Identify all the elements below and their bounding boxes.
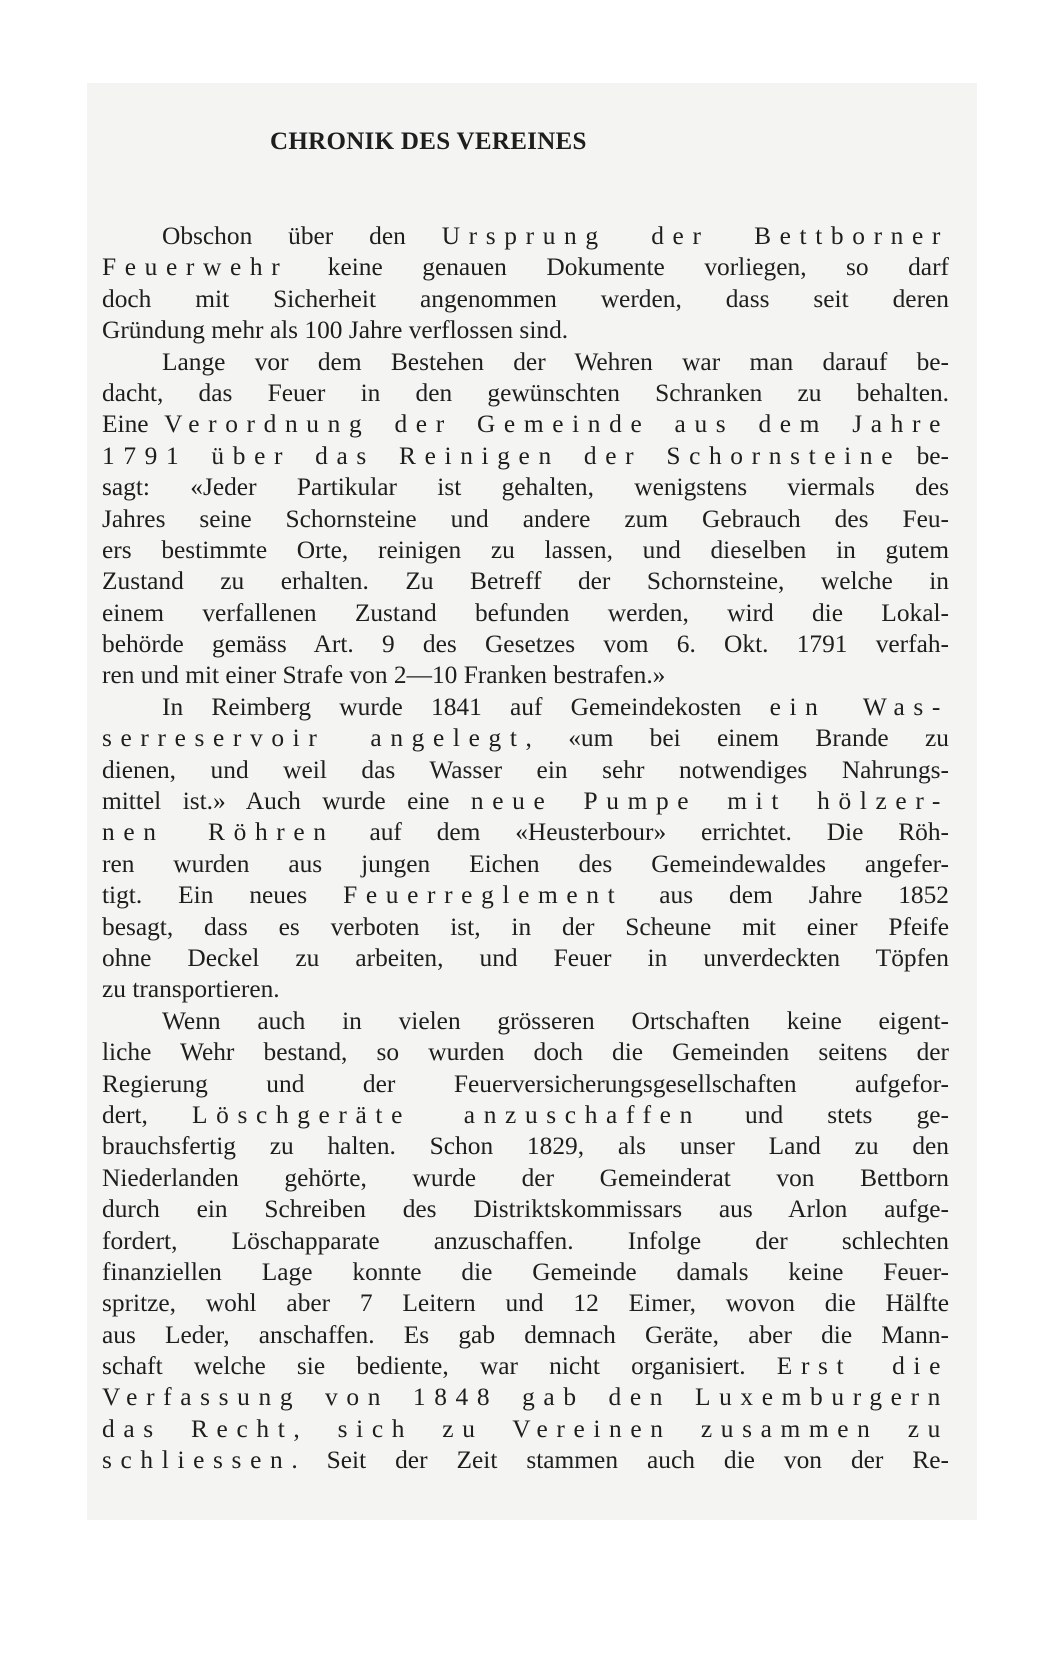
text-line: [102, 1069, 949, 1100]
text-line: [102, 409, 949, 440]
text-run: Jahres seine Schornsteine und andere zum Gebrauch des Feu-: [102, 504, 949, 533]
text-line: [102, 912, 949, 943]
spaced-emphasis: das Recht, sich zu Vereinen zusammen zu: [102, 1414, 949, 1443]
text-run: ren und mit einer Strafe von 2—10 Franken bestrafen.»: [102, 661, 666, 690]
text-line: [102, 1257, 949, 1288]
text-run: besagt, dass es verboten ist, in der Scheune mit einer Pfeife: [102, 912, 949, 941]
text-run: dert,: [102, 1100, 192, 1129]
text-line: [102, 566, 949, 597]
text-run: Wenn auch in vielen grösseren Ortschaften keine eigent-: [162, 1006, 949, 1035]
text-line: [102, 1131, 949, 1162]
text-run: Eine: [102, 410, 165, 439]
spaced-emphasis: Verordnung der Gemeinde aus dem Jahre: [164, 410, 949, 439]
text-line: [102, 1100, 949, 1131]
page-title: CHRONIK DES VEREINES: [270, 128, 587, 155]
text-line: [102, 1445, 949, 1476]
text-run: einem verfallenen Zustand befunden werden, wird die Lokal-: [102, 598, 949, 627]
text-line: [102, 629, 949, 660]
text-line: [102, 880, 949, 911]
text-run: durch ein Schreiben des Distriktskommissars aus Arlon aufge-: [102, 1195, 949, 1224]
text-run: , «um bei einem Brande zu: [525, 724, 949, 753]
text-line: [102, 1226, 949, 1257]
text-line: [102, 817, 949, 848]
text-run: auf dem «Heusterbour» errichtet. Die Röh-: [334, 818, 949, 847]
spaced-emphasis: Löschgeräte anzuschaffen: [191, 1100, 701, 1129]
spaced-emphasis: neue Pumpe mit hölzer-: [470, 787, 950, 816]
text-line: [102, 472, 949, 503]
text-run: Lange vor dem Bestehen der Wehren war man darauf be-: [162, 347, 949, 376]
text-run: dienen, und weil das Wasser ein sehr notwendiges Nahrungs-: [102, 755, 949, 784]
text-run: finanziellen Lage konnte die Gemeinde damals keine Feuer-: [102, 1257, 949, 1286]
text-run: In Reimberg wurde 1841 auf Gemeindekosten: [162, 692, 770, 721]
text-line: [102, 723, 949, 754]
text-run: schaft welche sie bediente, war nicht organisiert.: [102, 1352, 777, 1381]
text-line: [102, 1320, 949, 1351]
text-run: behörde gemäss Art. 9 des Gesetzes vom 6. Okt. 1791 verfah-: [102, 630, 949, 659]
text-run: tigt. Ein neues: [102, 881, 344, 910]
text-run: keine genauen Dokumente vorliegen, so darf: [288, 253, 949, 282]
text-run: ren wurden aus jungen Eichen des Gemeindewaldes angefer-: [102, 849, 949, 878]
text-line: [102, 1351, 949, 1382]
text-line: [102, 755, 949, 786]
text-run: sagt: «Jeder Partikular ist gehalten, wenigstens viermals des: [102, 473, 949, 502]
text-run: Regierung und der Feuerversicherungsgesellschaften aufgefor-: [102, 1069, 949, 1098]
text-run: brauchsfertig zu halten. Schon 1829, als unser Land zu den: [102, 1132, 949, 1161]
text-run: zu transportieren.: [102, 975, 280, 1004]
text-run: mittel ist.» Auch wurde eine: [102, 787, 471, 816]
text-run: liche Wehr bestand, so wurden doch die Gemeinden seitens der: [102, 1038, 949, 1067]
text-line: [102, 1163, 949, 1194]
text-line: [102, 1382, 949, 1413]
text-line: [102, 849, 949, 880]
text-line: [102, 786, 949, 817]
text-line: [102, 315, 949, 346]
text-line: [102, 252, 949, 283]
text-line: [102, 378, 949, 409]
text-run: aus dem Jahre 1852: [623, 881, 949, 910]
text-run: ers bestimmte Orte, reinigen zu lassen, und dieselben in gutem: [102, 535, 949, 564]
text-line: [102, 535, 949, 566]
spaced-emphasis: 1791 über das Reinigen der Schornsteine: [102, 441, 902, 470]
text-line: [102, 221, 949, 252]
text-line: [102, 1194, 949, 1225]
text-line: [102, 284, 949, 315]
text-run: Gründung mehr als 100 Jahre verflossen sind.: [102, 316, 569, 345]
text-line: [102, 598, 949, 629]
text-line: [102, 1037, 949, 1068]
spaced-emphasis: Erst die: [776, 1352, 950, 1381]
text-run: fordert, Löschapparate anzuschaffen. Infolge der schlechten: [102, 1226, 949, 1255]
chronicle-text: [102, 221, 949, 1477]
text-line: [102, 974, 949, 1005]
spaced-emphasis: Ursprung der Bettborner: [441, 222, 950, 250]
text-run: ohne Deckel zu arbeiten, und Feuer in unverdeckten Töpfen: [102, 943, 949, 972]
spaced-emphasis: Feuerwehr: [102, 253, 289, 282]
spaced-emphasis: schliessen: [102, 1446, 292, 1475]
spaced-emphasis: serreservoir angelegt: [102, 724, 526, 753]
text-run: spritze, wohl aber 7 Leitern und 12 Eimer, wovon die Hälfte: [102, 1289, 949, 1318]
text-line: [102, 1288, 949, 1319]
text-line: [102, 692, 949, 723]
text-line: [102, 943, 949, 974]
text-line: [102, 1006, 949, 1037]
text-line: [102, 660, 949, 691]
text-run: aus Leder, anschaffen. Es gab demnach Geräte, aber die Mann-: [102, 1320, 949, 1349]
text-line: [102, 441, 949, 472]
text-line: [102, 1414, 949, 1445]
spaced-emphasis: Feuerreglement: [343, 881, 624, 910]
spaced-emphasis: ein Was-: [769, 692, 949, 721]
text-run: . Seit der Zeit stammen auch die von der Re-: [291, 1446, 949, 1475]
text-run: Obschon über den: [162, 222, 442, 250]
text-run: dacht, das Feuer in den gewünschten Schranken zu behalten.: [102, 378, 949, 407]
text-run: be-: [901, 441, 949, 470]
text-run: Niederlanden gehörte, wurde der Gemeinderat von Bettborn: [102, 1163, 949, 1192]
spaced-emphasis: nen Röhren: [102, 818, 335, 847]
text-run: doch mit Sicherheit angenommen werden, dass seit deren: [102, 284, 949, 313]
text-run: und stets ge-: [700, 1100, 949, 1129]
text-line: [102, 504, 949, 535]
spaced-emphasis: Verfassung von 1848 gab den Luxemburgern: [102, 1383, 949, 1412]
text-run: Zustand zu erhalten. Zu Betreff der Schornsteine, welche in: [102, 567, 949, 596]
text-line: [102, 347, 949, 378]
